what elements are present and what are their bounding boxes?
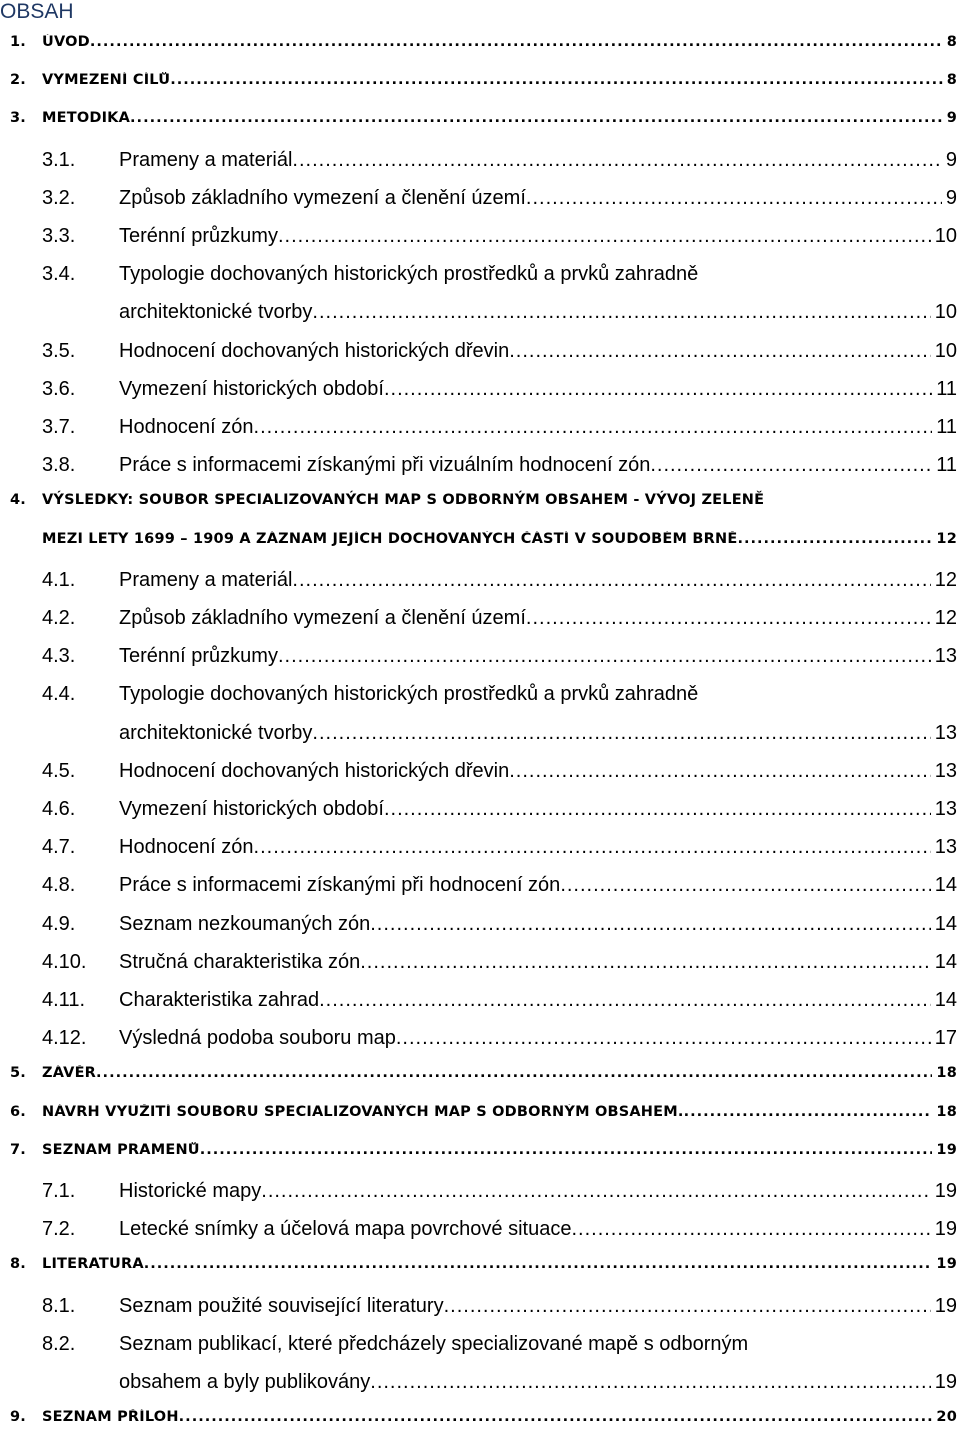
toc-entry-title: Seznam nezkoumaných zón <box>119 913 371 935</box>
toc-entry-page: 11 <box>936 416 957 438</box>
toc-entry-page: 17 <box>934 1027 957 1049</box>
dot-leader <box>650 454 932 477</box>
toc-entry-title: Výsledná podoba souboru map <box>119 1027 396 1049</box>
toc-entry-leader <box>119 340 931 363</box>
toc-entry-page: 12 <box>936 531 957 547</box>
toc-entry-leader <box>119 569 931 592</box>
toc-entry[interactable] <box>0 760 957 790</box>
toc-entry-title: Prameny a materiál <box>119 569 293 591</box>
toc-entry[interactable] <box>0 34 957 64</box>
toc-entry-leader <box>119 1371 931 1394</box>
toc-entry-page: 13 <box>934 722 957 744</box>
toc-entry[interactable] <box>0 836 957 866</box>
toc-entry[interactable] <box>0 607 957 637</box>
toc-entry[interactable] <box>0 913 957 943</box>
toc-entry-page: 11 <box>936 454 957 476</box>
page-title: OBSAH <box>0 0 74 23</box>
toc-entry-number: 4.6. <box>42 798 76 820</box>
toc-entry-title: Vymezení historických období <box>119 798 384 820</box>
dot-leader <box>526 187 942 210</box>
toc-entry[interactable] <box>0 531 957 561</box>
toc-entry-number: 4.12. <box>42 1027 87 1049</box>
toc-entry-number: 4.1. <box>42 569 76 591</box>
toc-entry[interactable] <box>0 1295 957 1325</box>
dot-leader <box>144 1256 933 1272</box>
toc-entry[interactable] <box>0 683 957 713</box>
dot-leader <box>684 1104 933 1120</box>
toc-entry-page: 19 <box>934 1295 957 1317</box>
toc-entry-number: 8.1. <box>42 1295 76 1317</box>
dot-leader <box>560 874 930 897</box>
dot-leader <box>90 34 943 50</box>
toc-entry[interactable] <box>0 378 957 408</box>
toc-entry-title: Způsob základního vymezení a členění území <box>119 607 526 629</box>
toc-entry[interactable] <box>0 1409 957 1439</box>
toc-entry[interactable] <box>0 645 957 675</box>
toc-entry-title: Typologie dochovaných historických prostředků a prvků zahradně <box>119 683 699 705</box>
toc-entry-title: SEZNAM PRAMENŮ <box>42 1142 200 1158</box>
toc-entry-number: 8.2. <box>42 1333 76 1355</box>
toc-entry-title: Seznam použité související literatury <box>119 1295 444 1317</box>
toc-entry-page: 14 <box>934 989 957 1011</box>
toc-entry-title: Terénní průzkumy <box>119 225 278 247</box>
toc-entry-leader <box>119 378 932 401</box>
toc-entry-leader <box>42 110 943 126</box>
toc-entry-title: Hodnocení zón <box>119 416 254 438</box>
toc-entry-leader <box>119 645 931 668</box>
dot-leader <box>319 989 931 1012</box>
toc-entry-title: Seznam publikací, které předcházely specializované mapě s odborným <box>119 1333 749 1355</box>
toc-entry-title: Způsob základního vymezení a členění území <box>119 187 526 209</box>
toc-entry-page: 14 <box>934 874 957 896</box>
toc-entry-page: 10 <box>934 301 957 323</box>
toc-entry-title: ÚVOD <box>42 34 90 50</box>
toc-entry-number: 4.7. <box>42 836 76 858</box>
toc-entry[interactable] <box>0 874 957 904</box>
toc-entry-title: Charakteristika zahrad <box>119 989 320 1011</box>
dot-leader <box>179 1409 933 1425</box>
toc-entry-title: VYMEZENÍ CÍLŮ <box>42 72 171 88</box>
toc-entry[interactable] <box>0 1065 957 1095</box>
toc-entry-number: 3.8. <box>42 454 76 476</box>
toc-entry[interactable] <box>0 1333 957 1363</box>
toc-entry[interactable] <box>0 989 957 1019</box>
toc-entry-page: 13 <box>934 798 957 820</box>
toc-entry-title: MEZI LETY 1699 – 1909 A ZÁZNAM JEJÍCH DOCHOVANÝCH ČÁSTÍ V SOUDOBÉM BRNĚ <box>42 531 738 547</box>
toc-entry-leader <box>119 416 932 439</box>
toc-entry-title: Historické mapy <box>119 1180 262 1202</box>
toc-entry[interactable] <box>0 72 957 102</box>
toc-entry-leader <box>119 1295 931 1318</box>
dot-leader <box>261 1180 930 1203</box>
toc-entry-page: 18 <box>936 1065 957 1081</box>
toc-entry-leader <box>42 1409 932 1425</box>
toc-entry[interactable] <box>0 225 957 255</box>
toc-entry-page: 14 <box>934 913 957 935</box>
toc-entry-leader <box>119 225 931 248</box>
toc-entry[interactable] <box>0 301 957 331</box>
dot-leader <box>444 1295 931 1318</box>
toc-entry-page: 10 <box>934 340 957 362</box>
toc-entry-number: 4.11. <box>42 989 85 1011</box>
toc-entry-page: 12 <box>934 607 957 629</box>
toc-entry-page: 19 <box>936 1256 957 1272</box>
toc-entry-title: ZÁVĚR <box>42 1065 97 1081</box>
toc-entry[interactable] <box>0 951 957 981</box>
toc-entry-page: 11 <box>936 378 957 400</box>
toc-entry-page: 19 <box>934 1371 957 1393</box>
toc-entry-number: 7.2. <box>42 1218 76 1240</box>
toc-entry-title: Hodnocení dochovaných historických dřevin <box>119 340 510 362</box>
toc-entry-page: 19 <box>934 1218 957 1240</box>
toc-entry-leader <box>119 798 931 821</box>
toc-entry-number: 5. <box>10 1065 26 1081</box>
toc-entry-number: 4. <box>10 492 26 508</box>
toc-entry-number: 9. <box>10 1409 26 1425</box>
toc-entry[interactable] <box>0 1218 957 1248</box>
toc-entry[interactable] <box>0 149 957 179</box>
toc-entry[interactable] <box>0 454 957 484</box>
toc-entry-number: 8. <box>10 1256 26 1272</box>
dot-leader <box>292 149 941 172</box>
dot-leader <box>509 340 931 363</box>
toc-entry[interactable] <box>0 340 957 370</box>
toc-entry-title: Práce s informacemi získanými při vizuálním hodnocení zón <box>119 454 651 476</box>
dot-leader <box>526 607 931 630</box>
toc-entry-number: 3.5. <box>42 340 76 362</box>
toc-entry-page: 10 <box>934 225 957 247</box>
toc-entry-title: obsahem a byly publikovány <box>119 1371 371 1393</box>
toc-entry-leader <box>119 874 931 897</box>
toc-entry-title: Vymezení historických období <box>119 378 384 400</box>
toc-entry-page: 14 <box>934 951 957 973</box>
toc-entry-number: 3.2. <box>42 187 76 209</box>
toc-entry-number: 1. <box>10 34 26 50</box>
toc-entry-number: 4.4. <box>42 683 76 705</box>
dot-leader <box>278 645 931 668</box>
toc-entry-title: VÝSLEDKY: SOUBOR SPECIALIZOVANÝCH MAP S ODBORNÝM OBSAHEM - VÝVOJ ZELENĚ <box>42 492 765 508</box>
toc-entry-page: 18 <box>936 1104 957 1120</box>
toc-entry[interactable] <box>0 1104 957 1134</box>
toc-entry-title: Prameny a materiál <box>119 149 293 171</box>
toc-entry[interactable] <box>0 263 957 293</box>
toc-entry-number: 3.3. <box>42 225 76 247</box>
toc-entry-number: 2. <box>10 72 26 88</box>
toc-entry[interactable] <box>0 569 957 599</box>
toc-entry[interactable] <box>0 416 957 446</box>
toc-entry-page: 13 <box>934 645 957 667</box>
toc-entry-number: 3.6. <box>42 378 76 400</box>
toc-entry-page: 12 <box>934 569 957 591</box>
toc-entry-number: 4.8. <box>42 874 76 896</box>
toc-entry[interactable] <box>0 492 957 522</box>
dot-leader <box>200 1142 933 1158</box>
dot-leader <box>312 722 930 745</box>
toc-entry-leader <box>119 722 931 745</box>
toc-entry-page: 9 <box>946 110 957 126</box>
toc-entry-leader <box>119 951 931 974</box>
toc-entry-title: architektonické tvorby <box>119 301 313 323</box>
toc-entry-number: 4.3. <box>42 645 76 667</box>
toc-entry-leader <box>42 1065 932 1081</box>
toc-entry-page: 8 <box>946 34 957 50</box>
toc-entry-number: 3. <box>10 110 26 126</box>
toc-entry-page: 20 <box>936 1409 957 1425</box>
toc-entry-leader <box>42 531 932 547</box>
toc-entry-number: 3.4. <box>42 263 76 285</box>
toc-entry-title: NÁVRH VYUŽITÍ SOUBORU SPECIALIZOVANÝCH MAP S ODBORNÝM OBSAHEM. <box>42 1104 684 1120</box>
dot-leader <box>384 798 931 821</box>
toc-entry-leader <box>119 989 931 1012</box>
toc-entry[interactable] <box>0 187 957 217</box>
toc-entry-number: 3.7. <box>42 416 76 438</box>
toc-entry-page: 19 <box>934 1180 957 1202</box>
toc-entry[interactable] <box>0 110 957 140</box>
toc-entry-leader <box>119 454 932 477</box>
toc-entry-title: Letecké snímky a účelová mapa povrchové situace <box>119 1218 572 1240</box>
toc-entry-number: 6. <box>10 1104 26 1120</box>
toc-entry-number: 4.9. <box>42 913 76 935</box>
dot-leader <box>254 416 933 439</box>
toc-entry[interactable] <box>0 1256 957 1286</box>
toc-entry-title: Hodnocení dochovaných historických dřevin <box>119 760 510 782</box>
dot-leader <box>384 378 932 401</box>
dot-leader <box>370 913 931 936</box>
toc-entry-title: LITERATURA <box>42 1256 144 1272</box>
toc-entry-title: SEZNAM PŘÍLOH <box>42 1409 179 1425</box>
toc-entry-leader <box>119 607 931 630</box>
toc-entry-title: architektonické tvorby <box>119 722 313 744</box>
toc-entry-title: Typologie dochovaných historických prostředků a prvků zahradně <box>119 263 699 285</box>
toc-entry-title: Práce s informacemi získanými při hodnocení zón <box>119 874 561 896</box>
toc-entry-title: Hodnocení zón <box>119 836 254 858</box>
toc-entry-title: METODIKA <box>42 110 131 126</box>
toc-entry-page: 9 <box>945 149 957 171</box>
toc-entry-number: 4.2. <box>42 607 76 629</box>
toc-entry-page: 9 <box>945 187 957 209</box>
toc-entry-leader <box>119 1027 931 1050</box>
dot-leader <box>737 531 932 547</box>
toc-entry-leader <box>42 1142 932 1158</box>
toc-entry-leader <box>42 72 943 88</box>
toc-entry-title: Terénní průzkumy <box>119 645 278 667</box>
dot-leader <box>509 760 931 783</box>
dot-leader <box>370 1371 930 1394</box>
toc-entry-number: 4.10. <box>42 951 87 973</box>
toc-entry-number: 4.5. <box>42 760 76 782</box>
dot-leader <box>278 225 931 248</box>
toc-entry-number: 7. <box>10 1142 26 1158</box>
toc-entry[interactable] <box>0 798 957 828</box>
dot-leader <box>170 72 943 88</box>
toc-entry-leader <box>119 187 942 210</box>
toc-entry-leader <box>42 34 943 50</box>
dot-leader <box>130 110 943 126</box>
toc-entry-leader <box>119 149 942 172</box>
toc-entry-leader <box>119 1180 931 1203</box>
toc-entry[interactable] <box>0 1371 957 1401</box>
dot-leader <box>571 1218 930 1241</box>
toc-entry-page: 13 <box>934 760 957 782</box>
toc-entry-leader <box>119 301 931 324</box>
toc-entry-leader <box>42 1256 932 1272</box>
dot-leader <box>360 951 931 974</box>
toc-entry-page: 19 <box>936 1142 957 1158</box>
toc-entry-leader <box>119 913 931 936</box>
toc-entry-leader <box>119 760 931 783</box>
toc-entry[interactable] <box>0 1027 957 1057</box>
toc-entry-number: 7.1. <box>42 1180 76 1202</box>
toc-entry-leader <box>119 1218 931 1241</box>
toc-entry-title: Stručná charakteristika zón <box>119 951 361 973</box>
toc-entry-page: 8 <box>946 72 957 88</box>
dot-leader <box>96 1065 932 1081</box>
dot-leader <box>396 1027 931 1050</box>
dot-leader <box>254 836 931 859</box>
toc-entry[interactable] <box>0 1180 957 1210</box>
toc-entry-leader <box>119 836 931 859</box>
dot-leader <box>312 301 930 324</box>
dot-leader <box>292 569 930 592</box>
toc-entry[interactable] <box>0 722 957 752</box>
toc-entry-number: 3.1. <box>42 149 76 171</box>
toc-entry-leader <box>42 1104 932 1120</box>
toc-entry[interactable] <box>0 1142 957 1172</box>
toc-entry-page: 13 <box>934 836 957 858</box>
